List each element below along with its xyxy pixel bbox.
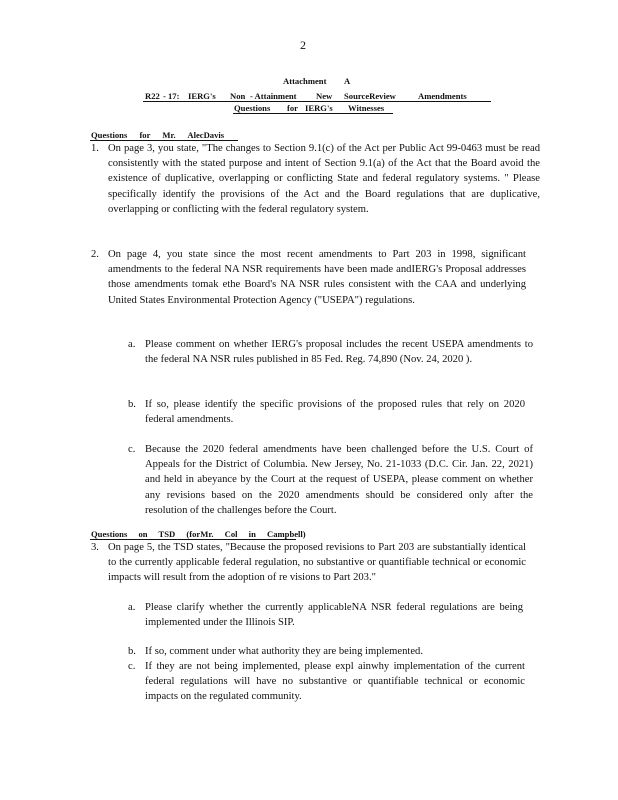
question-text: On page 3, you state, "The changes to Section 9.1(c) of the Act per Public Act 99-0463 must be read consistently with the stated purpose and intent of Section 9.1(a) of the Act that the Board avoid the existence of duplicative, overlapping or conflicting State and federal regulatory systems. " Please specifically identify the provisions of the Act and the Board regulations that are duplicative, overlapping or conflicting with the federal regulatory system. <box>108 143 540 215</box>
question-number: 1. <box>91 143 99 154</box>
header-title-part: - Attainment <box>250 91 297 101</box>
subquestion-label: b. <box>128 399 136 410</box>
header-subtitle-part: Witnesses <box>348 103 385 113</box>
header-title-part: - 17: <box>163 91 180 101</box>
section-heading: Questions for Mr. AlecDavis <box>91 130 225 140</box>
subquestion-text: Please clarify whether the currently applicableNA NSR federal regulations are being implemented under the Illinois SIP. <box>145 602 523 629</box>
header-title-part: Non <box>230 91 246 101</box>
subquestion-text: Because the 2020 federal amendments have been challenged before the U.S. Court of Appeals for the District of Columbia. New Jersey, No. 21-1033 (D.C. Cir. Jan. 22, 2021) and held in abeyance by the Court at the request of USEPA, please comment on whether any revisions based on the 2020 amendments should be considered only after the resolution of the challenges before the Court. <box>145 444 533 516</box>
header-subtitle-part: Questions <box>234 103 271 113</box>
header-title-part: SourceReview <box>344 91 396 101</box>
section-heading: Questions on TSD (forMr. Col in Campbell) <box>91 529 306 539</box>
header-title-part: R22 <box>145 91 160 101</box>
subquestion-label: a. <box>128 339 136 350</box>
subquestion-text: If so, comment under what authority they are being implemented. <box>145 646 424 657</box>
header-attachment: Attachment <box>283 76 327 86</box>
header-title-part: New <box>316 91 333 101</box>
header-attachment-letter: A <box>344 76 351 86</box>
question-text: On page 4, you state since the most recent amendments to Part 203 in 1998, significant amendments to the federal NA NSR requirements have been made andIERG's Proposal addresses those amendments tomak ethe Board's NA NSR rules consistent with the CAA and underlying United States Environmental Protection Agency ("USEPA") regulations. <box>108 249 526 306</box>
header-title-part: Amendments <box>418 91 467 101</box>
subquestion-label: c. <box>128 661 136 672</box>
header-underline <box>143 101 491 102</box>
subquestion-label: b. <box>128 646 136 657</box>
subquestion-text: Please comment on whether IERG's proposal includes the recent USEPA amendments to the federal NA NSR rules published in 85 Fed. Reg. 74,890 (Nov. 24, 2020 ). <box>145 339 533 366</box>
question-number: 2. <box>91 249 99 260</box>
header-subtitle-part: for <box>287 103 298 113</box>
question-text: On page 5, the TSD states, "Because the proposed revisions to Part 203 are substantially identical to the currently applicable federal regulation, no substantive or quantifiable technical or economic impacts will result from the adoption of re visions to Part 203." <box>108 542 526 584</box>
header-subtitle-part: IERG's <box>305 103 333 113</box>
subquestion-label: c. <box>128 444 136 455</box>
page-number: 2 <box>300 38 306 52</box>
question-number: 3. <box>91 542 99 553</box>
header-title-part: IERG's <box>188 91 216 101</box>
subquestion-text: If so, please identify the specific provisions of the proposed rules that rely on 2020 federal amendments. <box>145 399 525 426</box>
subquestion-label: a. <box>128 602 136 613</box>
subquestion-text: If they are not being implemented, please expl ainwhy implementation of the current federal regulations will have no substantive or quantifiable technical or economic impacts on the regulated community. <box>145 661 525 703</box>
header-underline <box>233 113 393 114</box>
